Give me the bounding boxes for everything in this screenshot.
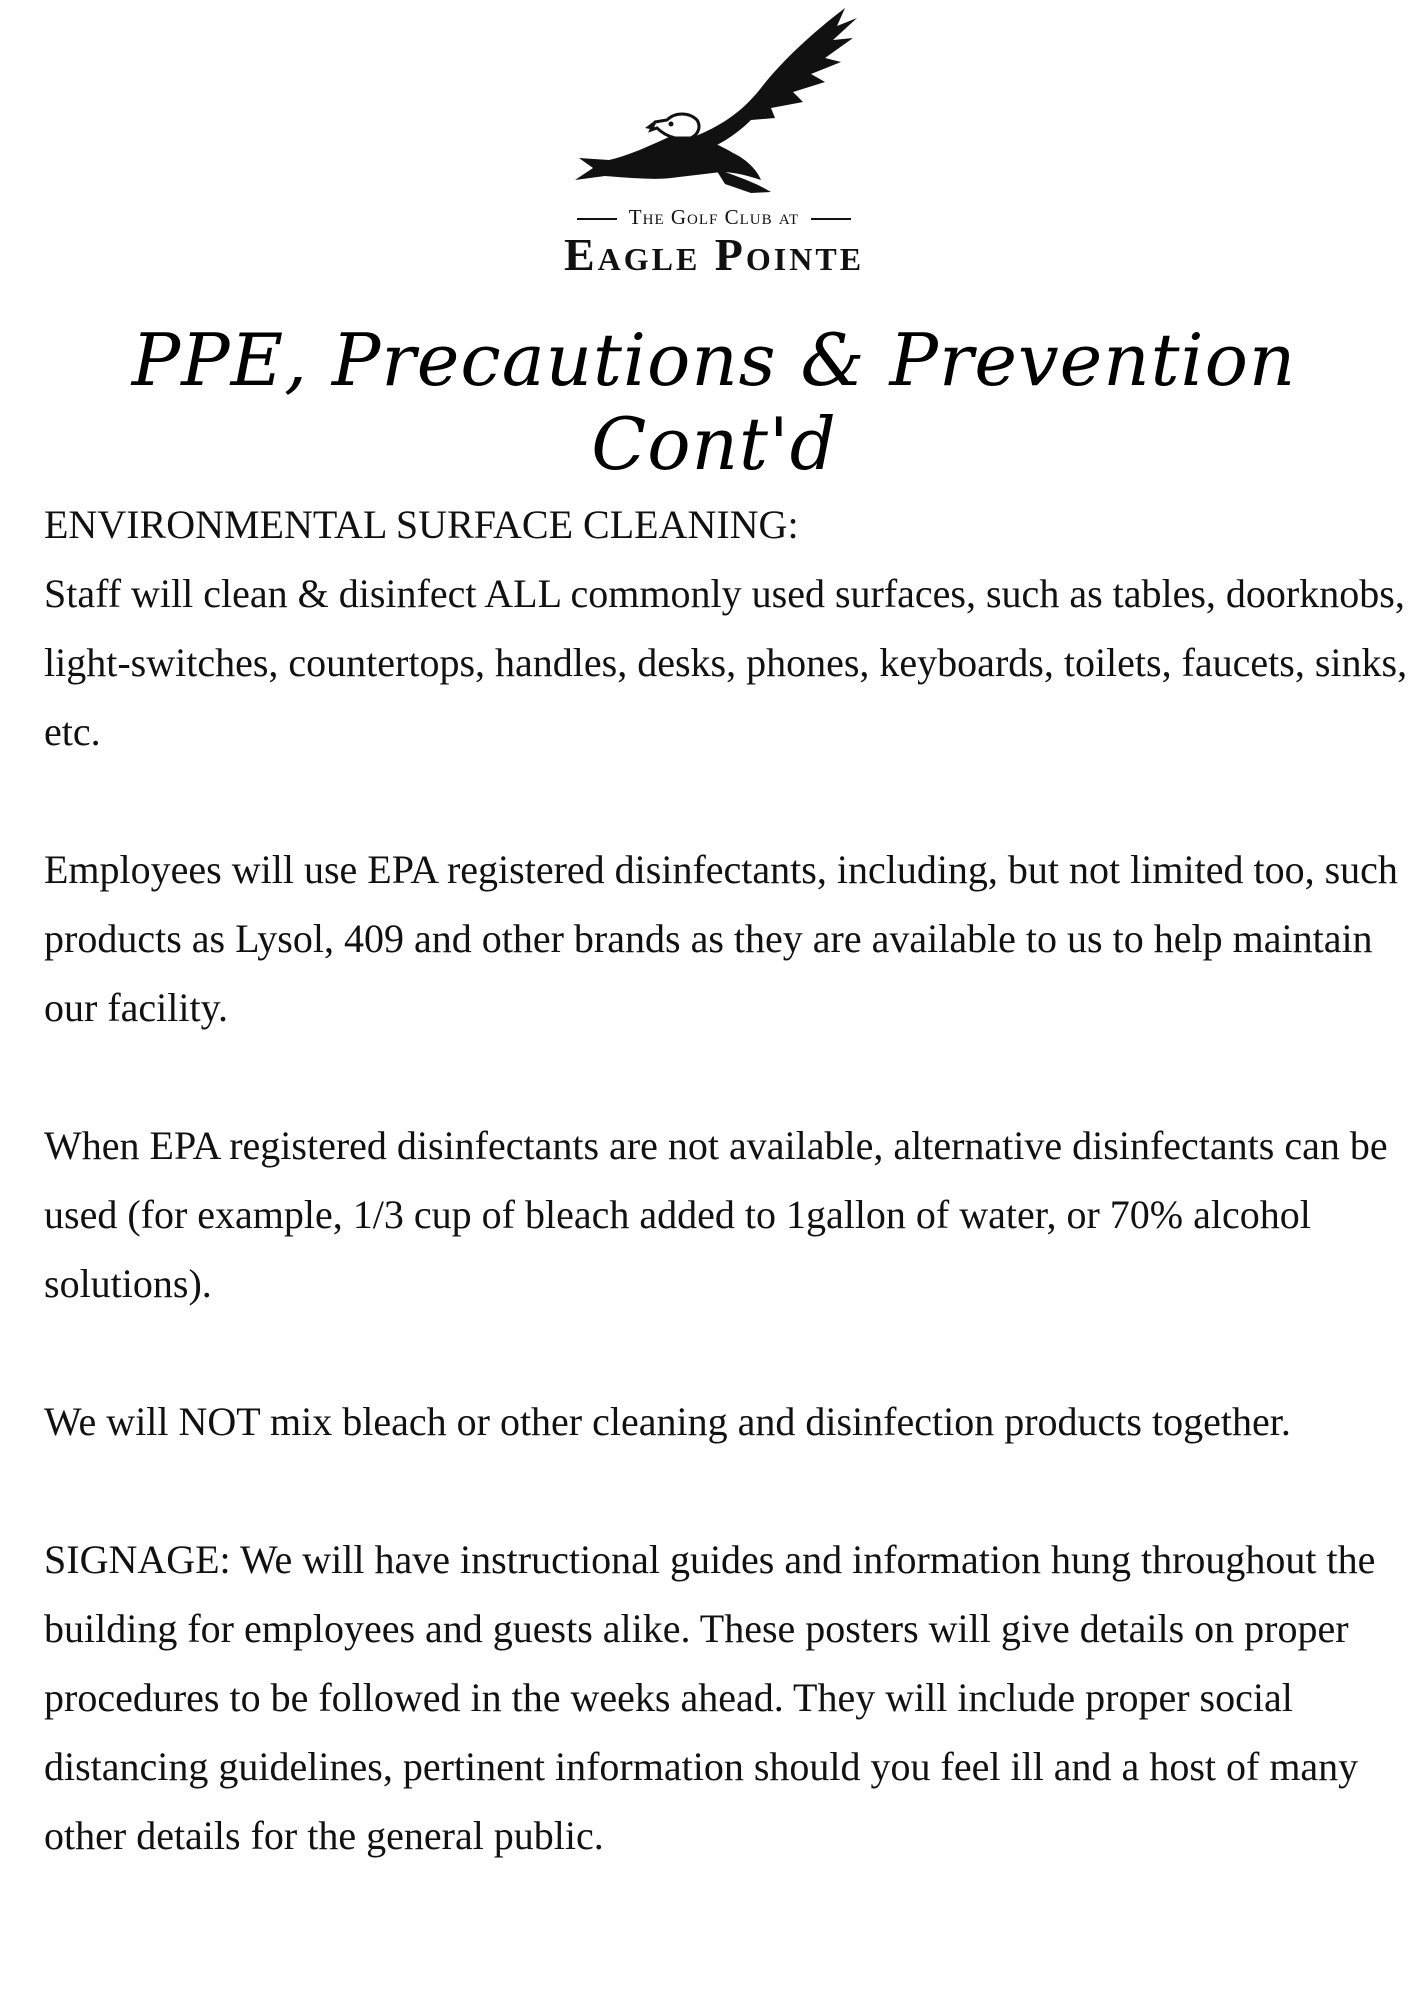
paragraph-epa-disinfectants: Employees will use EPA registered disinfectants, including, but not limited too, such products as Lysol, 409 and other brands as they are available to us to help maintain our facility. (44, 847, 1398, 1030)
logo-rule-right (811, 218, 851, 220)
logo-name: Eagle Pointe (563, 229, 865, 280)
paragraph-text: Staff will clean & disinfect ALL commonly used surfaces, such as tables, doorknobs, light-switches, countertops, handles, desks, phones, keyboards, toilets, faucets, sinks, etc. (44, 571, 1408, 754)
paragraph-no-mixing: We will NOT mix bleach or other cleaning and disinfection products together. (44, 1399, 1291, 1444)
section-heading: ENVIRONMENTAL SURFACE CLEANING: (44, 502, 799, 547)
paragraph-alternative-disinfectants: When EPA registered disinfectants are not available, alternative disinfectants can be used (for example, 1/3 cup of bleach added to 1gallon of water, or 70% alcohol solutions). (44, 1123, 1388, 1306)
document-body (44, 490, 1414, 1870)
paragraph-signage: SIGNAGE: We will have instructional guides and information hung throughout the building for employees and guests alike. These posters will give details on proper procedures to be followed in the weeks ahead. They will include proper social distancing guidelines, pertinent information should you feel ill and a host of many other details for the general public. (44, 1537, 1376, 1858)
page-title: PPE, Precautions & Prevention Cont'd (131, 318, 1297, 486)
logo-subtitle (0, 205, 1428, 230)
club-logo (0, 0, 1428, 290)
logo-top-text: The Golf Club at (628, 205, 800, 229)
paragraph-surface-cleaning (44, 490, 1414, 766)
logo-rule-left (577, 218, 617, 220)
eagle-icon (575, 8, 865, 193)
